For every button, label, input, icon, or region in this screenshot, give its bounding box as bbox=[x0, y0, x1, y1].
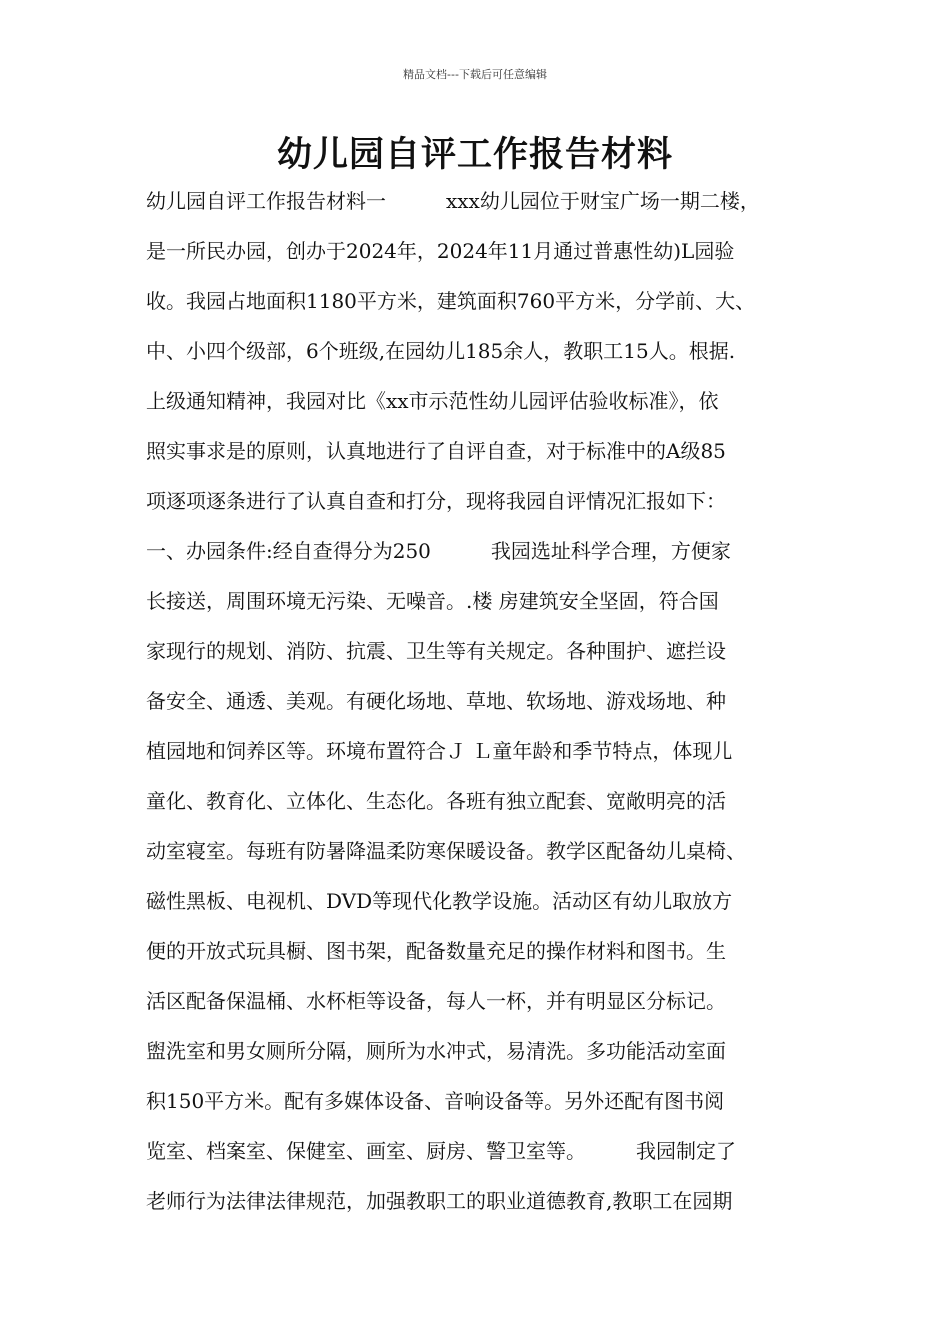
document-body bbox=[146, 182, 846, 1232]
body-line: 照实事求是的原则，认真地进行了自评自查，对于标准中的A级85 bbox=[146, 439, 726, 463]
body-line: 动室寝室。每班有防暑降温柔防寒保暖设备。教学区配备幼儿桌椅、 bbox=[146, 839, 746, 863]
body-line: 积150平方米。配有多媒体设备、音响设备等。另外还配有图书阅 bbox=[146, 1089, 725, 1113]
body-line: 备安全、通透、美观。有硬化场地、草地、软场地、游戏场地、种 bbox=[146, 689, 726, 713]
body-line: 童化、教育化、立体化、生态化。各班有独立配套、宽敞明亮的活 bbox=[146, 789, 726, 813]
body-line: 长接送，周围环境无污染、无噪音。.楼 房建筑安全坚固，符合国 bbox=[146, 589, 719, 613]
body-line: 项逐项逐条进行了认真自查和打分，现将我园自评情况汇报如下： bbox=[146, 489, 726, 513]
body-line: 便的开放式玩具橱、图书架，配备数量充足的操作材料和图书。生 bbox=[146, 939, 726, 963]
body-line: 是一所民办园，创办于2024年，2024年11月通过普惠性幼)L园验 bbox=[146, 239, 735, 263]
document-header-note: 精品文档---下载后可任意编辑 bbox=[403, 68, 547, 81]
body-line: 盥洗室和男女厕所分隔，厕所为水冲式，易清洗。多功能活动室面 bbox=[146, 1039, 726, 1063]
body-line: 中、小四个级部，6个班级,在园幼儿185余人，教职工15人。根据. bbox=[146, 339, 736, 363]
body-line: 老师行为法律法律规范，加强教职工的职业道德教育,教职工在园期 bbox=[146, 1189, 733, 1213]
body-line: 上级通知精神，我园对比《xx市示范性幼儿园评估验收标准》，依 bbox=[146, 389, 719, 413]
body-line: 植园地和饲养区等。环境布置符合Ｊ Ｌ童年龄和季节特点，体现儿 bbox=[146, 739, 733, 763]
body-line: 收。我园占地面积1180平方米，建筑面积760平方米，分学前、大、 bbox=[146, 289, 756, 313]
body-line: 览室、档案室、保健室、画室、厨房、警卫室等。 我园制定了 bbox=[146, 1139, 736, 1163]
body-line: 家现行的规划、消防、抗震、卫生等有关规定。各种围护、遮拦设 bbox=[146, 639, 726, 663]
body-line: 磁性黑板、电视机、DVD等现代化教学设施。活动区有幼儿取放方 bbox=[146, 889, 733, 913]
body-line: 幼儿园自评工作报告材料一 xxx幼儿园位于财宝广场一期二楼， bbox=[146, 189, 760, 213]
body-line: 活区配备保温桶、水杯柜等设备，每人一杯，并有明显区分标记。 bbox=[146, 989, 726, 1013]
document-title: 幼儿园自评工作报告材料 bbox=[276, 134, 673, 175]
body-line: 一、办园条件:经自查得分为250 我园选址科学合理，方便家 bbox=[146, 539, 731, 563]
